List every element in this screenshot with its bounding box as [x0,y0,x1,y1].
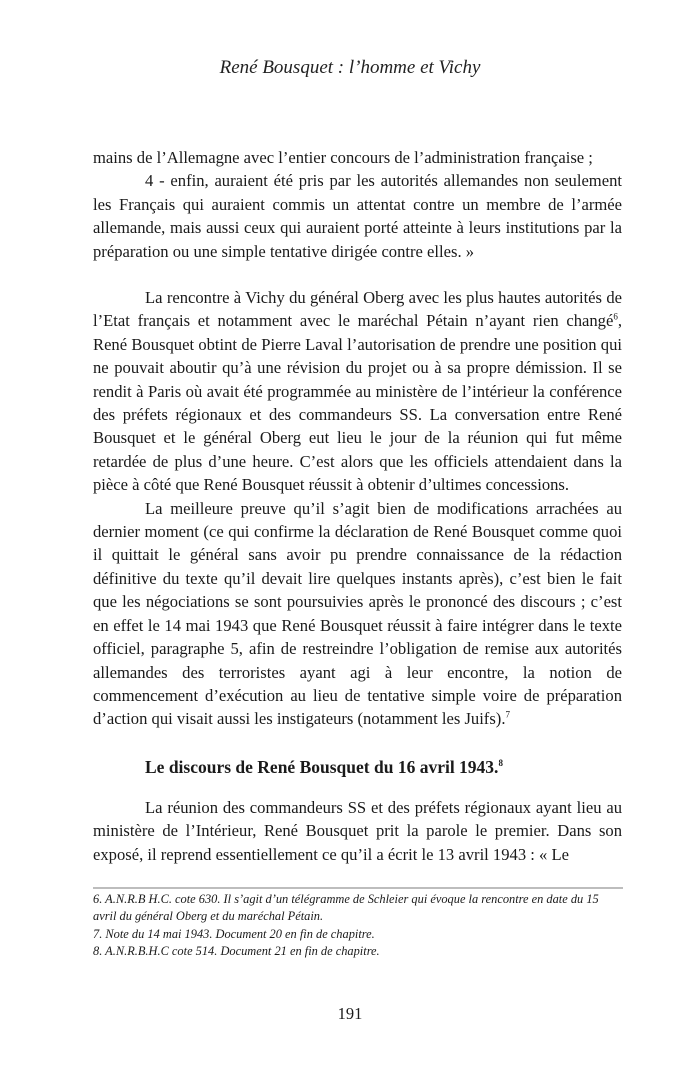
paragraph-text: La meilleure preuve qu’il s’agit bien de modifications arrachées au dernier moment (ce qui confirme la déclaration de René Bousquet comme quoi il quittait le général sans avoir pu prendre connaissance de la rédaction définitive du texte qu’il devait lire quelques instants après), c’est bien le fait que les négociations se sont poursuivies après le prononcé des discours ; c’est en effet le 14 mai 1943 que René Bousquet réussit à faire intégrer dans le texte officiel, paragraphe 5, afin de restreindre l’obligation de remise aux autorités allemandes des terroristes ayant agi à leur encontre, la notion de commencement d’exécution au lieu de tentative simple voire de préparation d’action qui visait aussi les instigateurs (notamment les Juifs). [93,498,622,729]
paragraph-rencontre [93,286,622,497]
body-block-1 [93,146,622,263]
paragraph-item-4: 4 - enfin, auraient été pris par les autorités allemandes non seulement les Français qui auraient commis un attentat contre un membre de l’armée allemande, mais aussi ceux qui auraient porté atteinte à leurs institutions par la préparation ou une simple tentative dirigée contre elles. » [93,171,622,261]
paragraph-preuve [93,497,622,731]
heading-text: Le discours de René Bousquet du 16 avril 1943. [145,757,499,777]
footnote-ref-8[interactable]: 8 [498,758,503,769]
paragraph-continuation: mains de l’Allemagne avec l’entier concours de l’administration française ; [93,148,593,167]
footnote-ref-7[interactable]: 7 [505,709,510,720]
footnote-ref-6[interactable]: 6 [613,311,618,322]
section-heading [145,757,503,778]
paragraph-text: , René Bousquet obtint de Pierre Laval l’autorisation de prendre une position qui ne pouvait aboutir qu’à une révision du projet ou à sa propre démission. Il se rendit à Paris où avait été programmée au ministère de l’intérieur la conférence des préfets régionaux et des commandeurs SS. La conversation entre René Bousquet et le général Oberg eut lieu le jour de la réunion qui fut même retardée de plus d’une heure. C’est alors que les officiels attendaient dans la pièce à côté que René Bousquet réussit à obtenir d’ultimes concessions. [93,311,622,495]
footnote-divider [93,887,623,889]
footnotes [93,891,625,961]
paragraph-reunion: La réunion des commandeurs SS et des préfets régionaux ayant lieu au ministère de l’Intérieur, René Bousquet prit la parole le premier. Dans son exposé, il reprend essentiellement ce qu’il a écrit le 13 avril 1943 : « Le [93,798,622,864]
footnote-6: 6. A.N.R.B H.C. cote 630. Il s’agit d’un télégramme de Schleier qui évoque la rencontre en date du 15 avril du général Oberg et du maréchal Pétain. [93,892,599,924]
paragraph-text: La rencontre à Vichy du général Oberg avec les plus hautes autorités de l’Etat français et notamment avec le maréchal Pétain n’ayant rien changé [93,288,622,331]
footnote-8: 8. A.N.R.B.H.C cote 514. Document 21 en fin de chapitre. [93,944,380,959]
body-block-2 [93,286,622,731]
running-head: René Bousquet : l’homme et Vichy [219,57,481,78]
body-block-3 [93,796,622,866]
footnote-7: 7. Note du 14 mai 1943. Document 20 en fin de chapitre. [93,926,375,941]
page-number: 191 [337,1004,363,1023]
